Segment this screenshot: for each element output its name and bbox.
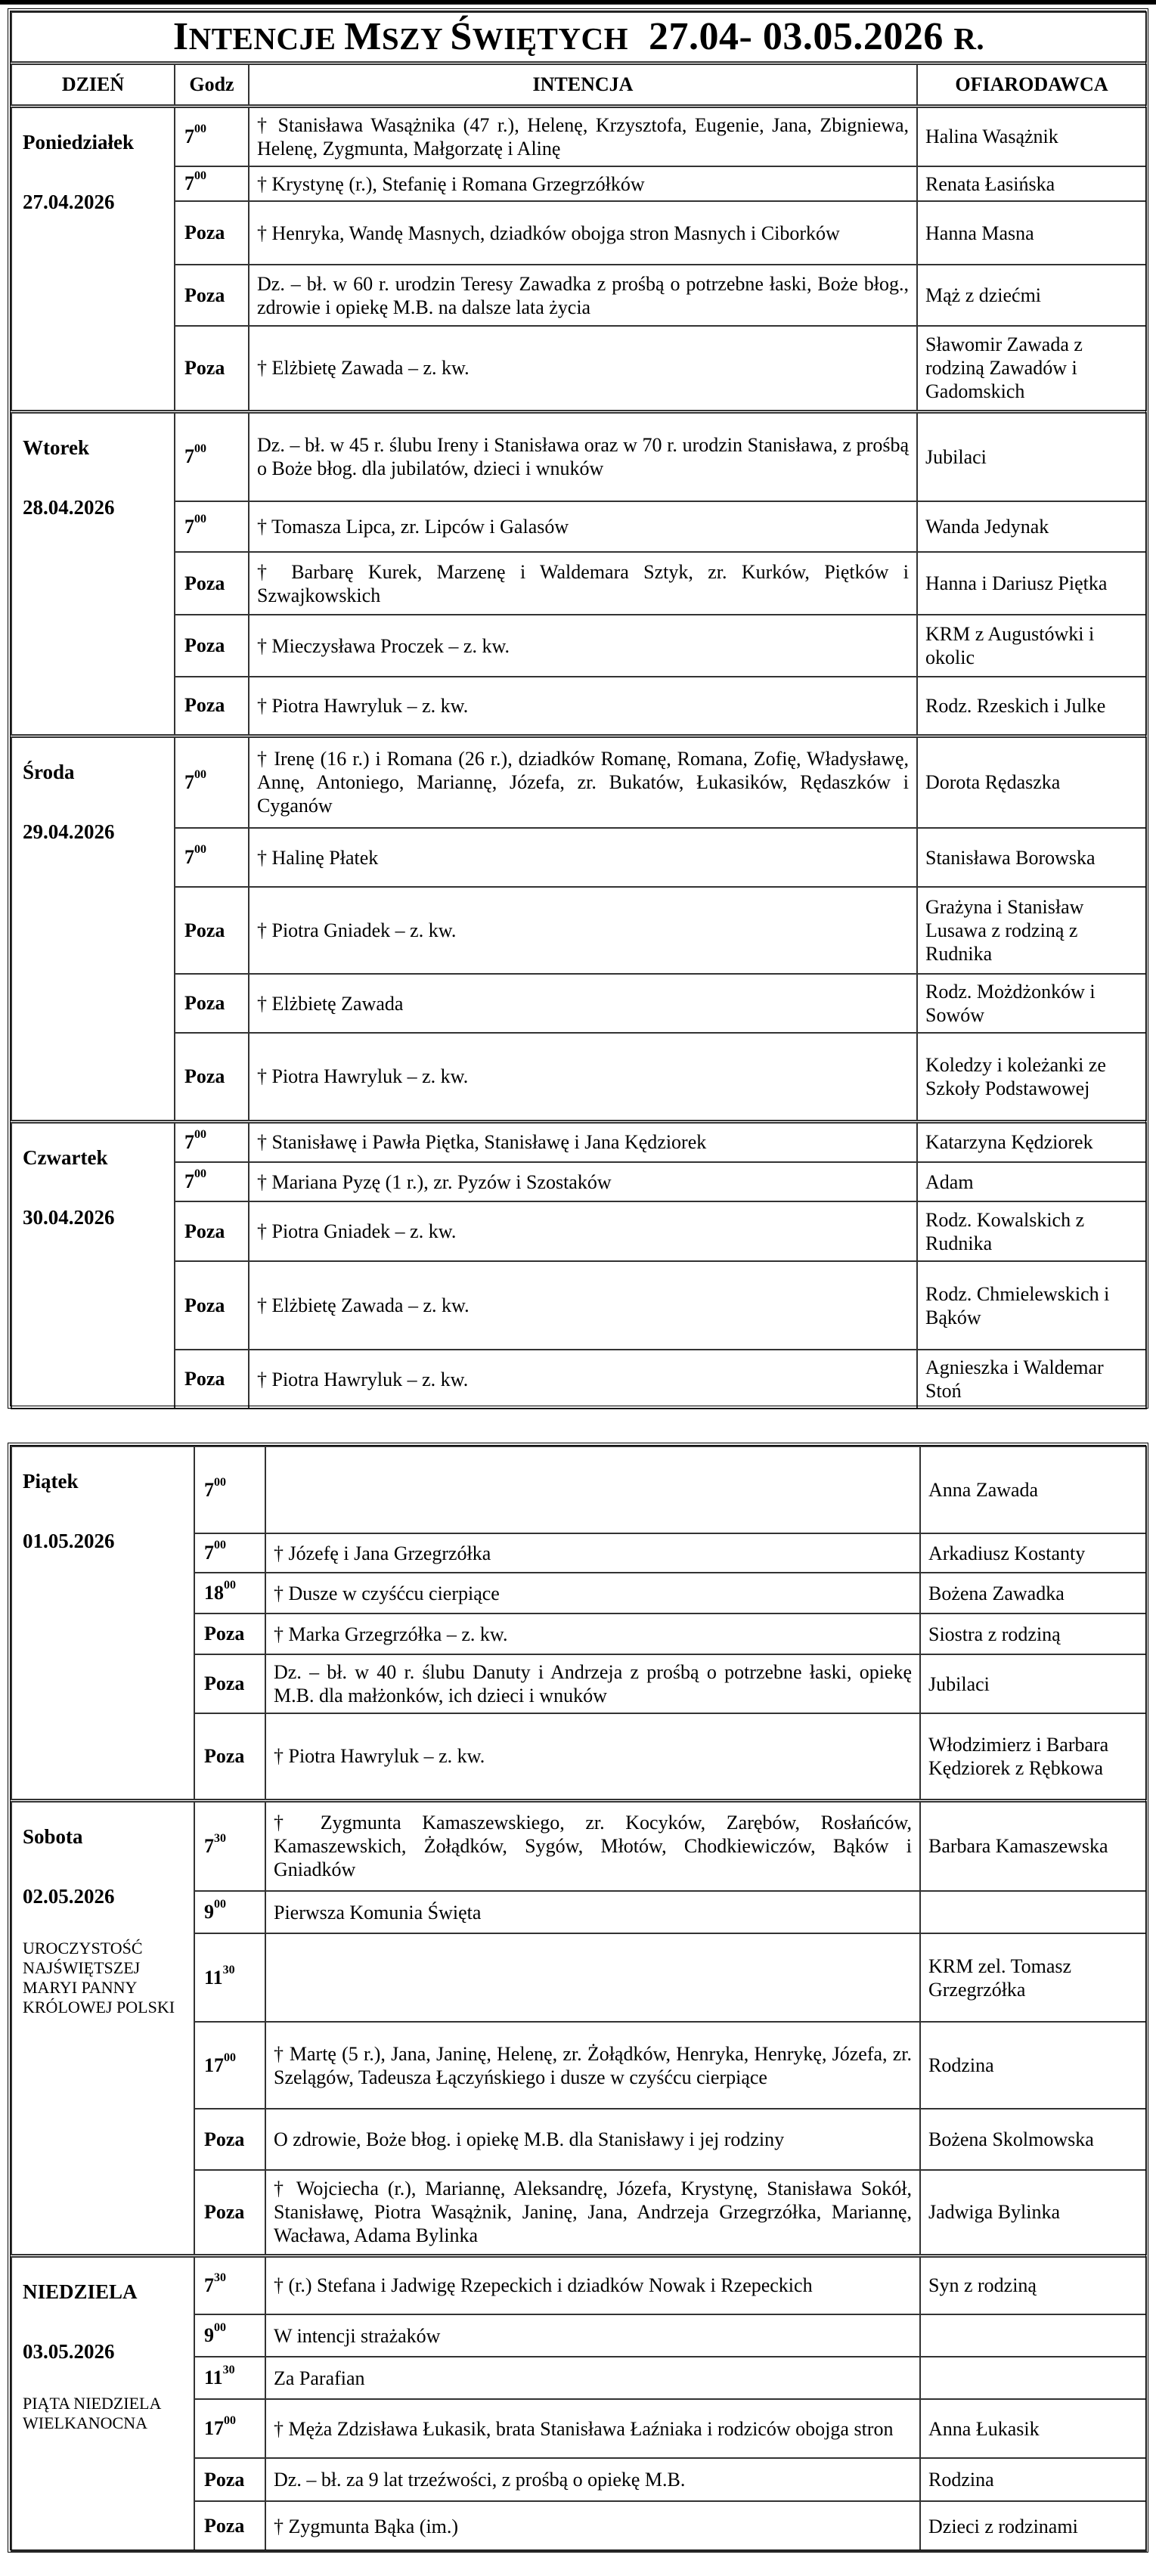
mass-hour-value: 11: [204, 2367, 223, 2388]
mass-hour-value: 7: [204, 2274, 214, 2296]
mass-hour-value: 7: [184, 445, 194, 468]
mass-donor: Dorota Rędaszka: [917, 736, 1146, 828]
intentions-table-week-part-1: [11, 11, 1147, 1409]
mass-hour: [194, 1800, 265, 1891]
mass-row: [11, 1201, 1146, 1261]
mass-donor: KRM zel. Tomasz Grzegrzółka: [920, 1933, 1146, 2022]
mass-row: [11, 1446, 1146, 1533]
mass-intention: [265, 1446, 920, 1533]
mass-hour: [175, 828, 249, 887]
mass-hour-value: Poza: [184, 992, 225, 1014]
mass-donor: Bożena Zawadka: [920, 1573, 1146, 1613]
mass-hour-value: 7: [184, 172, 194, 194]
mass-hour-value: Poza: [204, 2515, 245, 2537]
mass-row: [11, 2255, 1146, 2314]
mass-hour-value: Poza: [184, 284, 225, 306]
day-name: Sobota: [23, 1824, 83, 1848]
mass-row: [11, 166, 1146, 201]
mass-intention: † Zygmunta Bąka (im.): [265, 2501, 920, 2551]
mass-hour: [194, 1891, 265, 1933]
mass-donor: Agnieszka i Waldemar Stoń: [917, 1350, 1146, 1409]
mass-donor: Rodz. Kowalskich z Rudnika: [917, 1201, 1146, 1261]
mass-hour: [175, 106, 249, 166]
day-cell: [11, 2255, 194, 2551]
mass-intention: Dz. – bł. w 45 r. ślubu Ireny i Stanisława oraz w 70 r. urodzin Stanisława, z prośbą o Boże błog. dla jubilatów, dzieci i wnuków: [249, 411, 917, 501]
day-name: Środa: [23, 760, 75, 783]
mass-intention: † Piotra Hawryluk – z. kw.: [265, 1713, 920, 1800]
title-date-range: 27.04- 03.05.2026: [649, 15, 944, 59]
mass-hour-value: 7: [204, 1542, 214, 1564]
mass-intention: Pierwsza Komunia Święta: [265, 1891, 920, 1933]
mass-intention: † Elżbietę Zawada – z. kw.: [249, 1261, 917, 1350]
mass-donor: Siostra z rodziną: [920, 1613, 1146, 1654]
mass-donor: Rodzina: [920, 2458, 1146, 2501]
mass-hour: [194, 1933, 265, 2022]
day-name: Piątek: [23, 1470, 79, 1493]
mass-hour: [194, 1573, 265, 1613]
header-intention: INTENCJA: [249, 63, 917, 106]
mass-donor: Jadwiga Bylinka: [920, 2170, 1146, 2255]
mass-hour: [175, 1162, 249, 1201]
mass-donor: Renata Łasińska: [917, 166, 1146, 201]
mass-minutes: 00: [214, 1898, 226, 1911]
mass-donor: Syn z rodziną: [920, 2255, 1146, 2314]
mass-hour-value: 9: [204, 2324, 214, 2346]
mass-donor: Anna Zawada: [920, 1446, 1146, 1533]
mass-hour: [175, 887, 249, 974]
mass-donor: Anna Łukasik: [920, 2399, 1146, 2458]
mass-hour: [175, 677, 249, 736]
mass-donor: Dzieci z rodzinami: [920, 2501, 1146, 2551]
mass-row: [11, 265, 1146, 326]
mass-hour: [175, 974, 249, 1033]
mass-donor: KRM z Augustówki i okolic: [917, 615, 1146, 677]
mass-hour-value: 17: [204, 2417, 224, 2439]
mass-intention: † Tomasza Lipca, zr. Lipców i Galasów: [249, 501, 917, 552]
mass-hour-value: 7: [184, 1170, 194, 1192]
mass-donor: Rodzina: [920, 2022, 1146, 2109]
mass-hour-value: Poza: [204, 2128, 245, 2150]
mass-hour: [175, 265, 249, 326]
mass-intention: Dz. – bł. w 60 r. urodzin Teresy Zawadka z prośbą o potrzebne łaski, Boże błog., zdrowie i opiekę M.B. na dalsze lata życia: [249, 265, 917, 326]
mass-donor: Halina Wasążnik: [917, 106, 1146, 166]
mass-intention: † Piotra Hawryluk – z. kw.: [249, 677, 917, 736]
mass-hour-value: 7: [204, 1834, 214, 1857]
mass-intention: † Wojciecha (r.), Mariannę, Aleksandrę, Józefa, Krystynę, Stanisława Sokół, Stanisławę, Piotra Wasążnik, Janinę, Jana, Andrzeja Grzegrzółka, Mariannę, Wacława, Adama Bylinka: [265, 2170, 920, 2255]
mass-donor: Rodz. Chmielewskich i Bąków: [917, 1261, 1146, 1350]
mass-hour: [194, 2109, 265, 2170]
mass-hour-value: 9: [204, 1901, 214, 1923]
mass-hour: [175, 1201, 249, 1261]
mass-minutes: 00: [214, 1539, 226, 1551]
mass-donor: [920, 2314, 1146, 2357]
mass-hour-value: Poza: [184, 919, 225, 941]
mass-row: [11, 1261, 1146, 1350]
mass-intention: † Marka Grzegrzółka – z. kw.: [265, 1613, 920, 1654]
mass-intention: † Stanisławę i Pawła Piętka, Stanisławę i Jana Kędziorek: [249, 1121, 917, 1162]
header-donor: OFIARODAWCA: [917, 63, 1146, 106]
mass-minutes: 00: [194, 767, 206, 781]
day-date: 01.05.2026: [23, 1530, 115, 1552]
mass-hour-value: Poza: [204, 2200, 245, 2223]
day-cell: [11, 1446, 194, 1800]
mass-hour-value: Poza: [184, 1220, 225, 1242]
day-feast: PIĄTA NIEDZIELA WIELKANOCNA: [23, 2393, 161, 2432]
mass-intention: W intencji strażaków: [265, 2314, 920, 2357]
mass-hour-value: 7: [184, 846, 194, 868]
mass-donor: [920, 1891, 1146, 1933]
mass-intention: † Krystynę (r.), Stefanię i Romana Grzegrzółków: [249, 166, 917, 201]
mass-hour: [194, 2255, 265, 2314]
title-row: [11, 12, 1146, 63]
mass-hour-value: 7: [184, 515, 194, 538]
mass-donor: Barbara Kamaszewska: [920, 1800, 1146, 1891]
mass-donor: Rodz. Rzeskich i Julke: [917, 677, 1146, 736]
mass-intention: Dz. – bł. za 9 lat trzeźwości, z prośbą o opiekę M.B.: [265, 2458, 920, 2501]
mass-minutes: 00: [194, 512, 206, 525]
mass-hour: [175, 736, 249, 828]
mass-row: [11, 411, 1146, 501]
mass-hour-value: Poza: [184, 634, 225, 656]
mass-intention: † Mieczysława Proczek – z. kw.: [249, 615, 917, 677]
mass-hour: [175, 411, 249, 501]
mass-row: [11, 1121, 1146, 1162]
mass-donor: Jubilaci: [917, 411, 1146, 501]
mass-hour: [175, 166, 249, 201]
mass-hour: [194, 1713, 265, 1800]
mass-hour-value: Poza: [184, 572, 225, 594]
day-name: Poniedziałek: [23, 130, 134, 153]
mass-minutes: 00: [194, 122, 206, 135]
mass-intention: † Dusze w czyśćcu cierpiące: [265, 1573, 920, 1613]
day-date: 02.05.2026: [23, 1884, 115, 1908]
mass-minutes: 30: [222, 2364, 235, 2376]
intentions-table-week-part-2: [11, 1446, 1147, 2552]
mass-hour: [175, 615, 249, 677]
mass-hour: [194, 2458, 265, 2501]
mass-hour: [194, 2357, 265, 2399]
mass-minutes: 00: [194, 169, 206, 182]
mass-donor: Mąż z dziećmi: [917, 265, 1146, 326]
mass-donor: Grażyna i Stanisław Lusawa z rodziną z Rudnika: [917, 887, 1146, 974]
mass-intention: † Zygmunta Kamaszewskiego, zr. Kocyków, Zarębów, Rosłańców, Kamaszewskich, Żołądków, Sygów, Młotów, Chodkiewiczów, Bąków i Gniadków: [265, 1800, 920, 1891]
mass-hour-value: Poza: [184, 694, 225, 717]
top-border-bar: [0, 0, 1156, 5]
mass-donor: Stanisława Borowska: [917, 828, 1146, 887]
mass-intention: O zdrowie, Boże błog. i opiekę M.B. dla Stanisławy i jej rodziny: [265, 2109, 920, 2170]
header-day: DZIEŃ: [11, 63, 175, 106]
mass-hour: [175, 501, 249, 552]
mass-row: [11, 1800, 1146, 1891]
mass-hour: [194, 1654, 265, 1713]
mass-donor: Hanna i Dariusz Piętka: [917, 552, 1146, 615]
mass-hour-value: 11: [204, 1966, 223, 1989]
mass-hour: [175, 201, 249, 265]
mass-intention: † Elżbietę Zawada: [249, 974, 917, 1033]
mass-row: [11, 552, 1146, 615]
mass-hour-value: Poza: [184, 222, 225, 243]
mass-minutes: 00: [214, 2321, 226, 2334]
mass-hour: [175, 1033, 249, 1121]
mass-intention: † Mariana Pyzę (1 r.), zr. Pyzów i Szostaków: [249, 1162, 917, 1201]
mass-donor: [920, 2357, 1146, 2399]
mass-hour: [194, 1613, 265, 1654]
day-date: 29.04.2026: [23, 820, 115, 843]
day-name: Czwartek: [23, 1145, 108, 1169]
mass-hour-value: 7: [204, 1478, 214, 1501]
day-cell: [11, 1800, 194, 2255]
day-name: NIEDZIELA: [23, 2280, 138, 2303]
mass-row: [11, 615, 1146, 677]
mass-hour: [175, 326, 249, 411]
day-cell: [11, 106, 175, 411]
mass-row: [11, 677, 1146, 736]
mass-hour: [175, 1261, 249, 1350]
mass-intention: † Barbarę Kurek, Marzenę i Waldemara Sztyk, zr. Kurków, Piętków i Szwajkowskich: [249, 552, 917, 615]
mass-hour-value: 7: [184, 125, 194, 147]
mass-intention: † Martę (5 r.), Jana, Janinę, Helenę, zr. Żołądków, Henryka, Henrykę, Józefa, zr. Szelągów, Tadeusza Łączyńskiego i dusze w czyśćcu cierpiące: [265, 2022, 920, 2109]
mass-intention: † Męża Zdzisława Łukasik, brata Stanisława Łaźniaka i rodziców obojga stron: [265, 2399, 920, 2458]
mass-donor: Adam: [917, 1162, 1146, 1201]
mass-intention: † Irenę (16 r.) i Romana (26 r.), dziadków Romanę, Romana, Zofię, Władysławę, Annę, Antoniego, Mariannę, Józefa, zr. Bukatów, Łukasików, Rędaszków i Cyganów: [249, 736, 917, 828]
mass-hour-value: Poza: [204, 1623, 245, 1644]
header-hour: Godz: [175, 63, 249, 106]
mass-minutes: 00: [194, 1167, 206, 1180]
mass-hour: [194, 2022, 265, 2109]
mass-hour-value: Poza: [184, 356, 225, 379]
mass-minutes: 00: [194, 843, 206, 856]
mass-minutes: 00: [224, 2051, 236, 2064]
mass-row: [11, 1162, 1146, 1201]
mass-hour-value: Poza: [204, 2468, 245, 2491]
mass-intention: † Józefę i Jana Grzegrzółka: [265, 1533, 920, 1573]
mass-donor: Jubilaci: [920, 1654, 1146, 1713]
mass-hour: [194, 2399, 265, 2458]
mass-row: [11, 828, 1146, 887]
mass-hour-value: Poza: [184, 1065, 225, 1087]
mass-intention: † Piotra Hawryluk – z. kw.: [249, 1033, 917, 1121]
mass-minutes: 30: [214, 2271, 226, 2284]
mass-hour: [194, 2501, 265, 2551]
mass-donor: Sławomir Zawada z rodziną Zawadów i Gadomskich: [917, 326, 1146, 411]
mass-hour-value: 7: [184, 770, 194, 793]
mass-hour: [175, 1350, 249, 1409]
mass-minutes: 00: [224, 1579, 236, 1592]
mass-donor: Koledzy i koleżanki ze Szkoły Podstawowej: [917, 1033, 1146, 1121]
mass-minutes: 00: [214, 1475, 226, 1489]
mass-row: [11, 1350, 1146, 1409]
mass-row: [11, 106, 1146, 166]
mass-row: [11, 887, 1146, 974]
mass-donor: Wanda Jedynak: [917, 501, 1146, 552]
mass-donor: Rodz. Możdżonków i Sowów: [917, 974, 1146, 1033]
mass-hour-value: Poza: [204, 1672, 245, 1694]
page-title: INTENCJE MSZY ŚWIĘTYCH 27.04- 03.05.2026 R.: [11, 12, 1146, 63]
mass-hour: [175, 1121, 249, 1162]
mass-intention: † Halinę Płatek: [249, 828, 917, 887]
mass-row: [11, 326, 1146, 411]
mass-hour-value: Poza: [184, 1294, 225, 1316]
mass-row: [11, 1033, 1146, 1121]
mass-hour-value: Poza: [204, 1744, 245, 1767]
mass-minutes: 30: [222, 1963, 235, 1976]
mass-intention: † Elżbietę Zawada – z. kw.: [249, 326, 917, 411]
mass-donor: Włodzimierz i Barbara Kędziorek z Rębkowa: [920, 1713, 1146, 1800]
mass-hour-value: Poza: [184, 1368, 225, 1390]
mass-intention: † Piotra Gniadek – z. kw.: [249, 1201, 917, 1261]
day-date: 28.04.2026: [23, 495, 115, 519]
day-name: Wtorek: [23, 436, 89, 459]
day-cell: [11, 411, 175, 736]
mass-row: [11, 501, 1146, 552]
mass-intention: † Piotra Gniadek – z. kw.: [249, 887, 917, 974]
mass-hour-value: 17: [204, 2054, 224, 2076]
column-header-row: [11, 63, 1146, 106]
day-date: 27.04.2026: [23, 190, 115, 213]
mass-minutes: 00: [224, 2414, 236, 2427]
mass-intention: † Piotra Hawryluk – z. kw.: [249, 1350, 917, 1409]
mass-donor: Hanna Masna: [917, 201, 1146, 265]
mass-hour: [194, 2170, 265, 2255]
day-cell: [11, 736, 175, 1121]
mass-donor: Bożena Skolmowska: [920, 2109, 1146, 2170]
mass-hour: [194, 1533, 265, 1573]
mass-intention: Dz. – bł. w 40 r. ślubu Danuty i Andrzeja z prośbą o potrzebne łaski, opiekę M.B. dla małżonków, ich dzieci i wnuków: [265, 1654, 920, 1713]
mass-row: [11, 736, 1146, 828]
mass-donor: Arkadiusz Kostanty: [920, 1533, 1146, 1573]
mass-hour: [175, 552, 249, 615]
mass-intention: † (r.) Stefana i Jadwigę Rzepeckich i dziadków Nowak i Rzepeckich: [265, 2255, 920, 2314]
mass-hour-value: 7: [184, 1130, 194, 1153]
mass-intention: Za Parafian: [265, 2357, 920, 2399]
day-date: 30.04.2026: [23, 1205, 115, 1229]
mass-row: [11, 974, 1146, 1033]
mass-row: [11, 201, 1146, 265]
day-cell: [11, 1121, 175, 1409]
mass-hour-value: 18: [204, 1582, 224, 1604]
mass-minutes: 30: [214, 1831, 226, 1845]
mass-intention: [265, 1933, 920, 2022]
mass-minutes: 00: [194, 442, 206, 456]
mass-donor: Katarzyna Kędziorek: [917, 1121, 1146, 1162]
mass-minutes: 00: [194, 1127, 206, 1141]
mass-intention: † Stanisława Wasążnika (47 r.), Helenę, Krzysztofa, Eugenie, Jana, Zbigniewa, Helenę, Zygmunta, Małgorzatę i Alinę: [249, 106, 917, 166]
day-feast: UROCZYSTOŚĆ NAJŚWIĘTSZEJ MARYI PANNY KRÓLOWEJ POLSKI: [23, 1938, 175, 2016]
mass-intention: † Henryka, Wandę Masnych, dziadków obojga stron Masnych i Ciborków: [249, 201, 917, 265]
mass-hour: [194, 2314, 265, 2357]
day-date: 03.05.2026: [23, 2339, 115, 2363]
mass-hour: [194, 1446, 265, 1533]
